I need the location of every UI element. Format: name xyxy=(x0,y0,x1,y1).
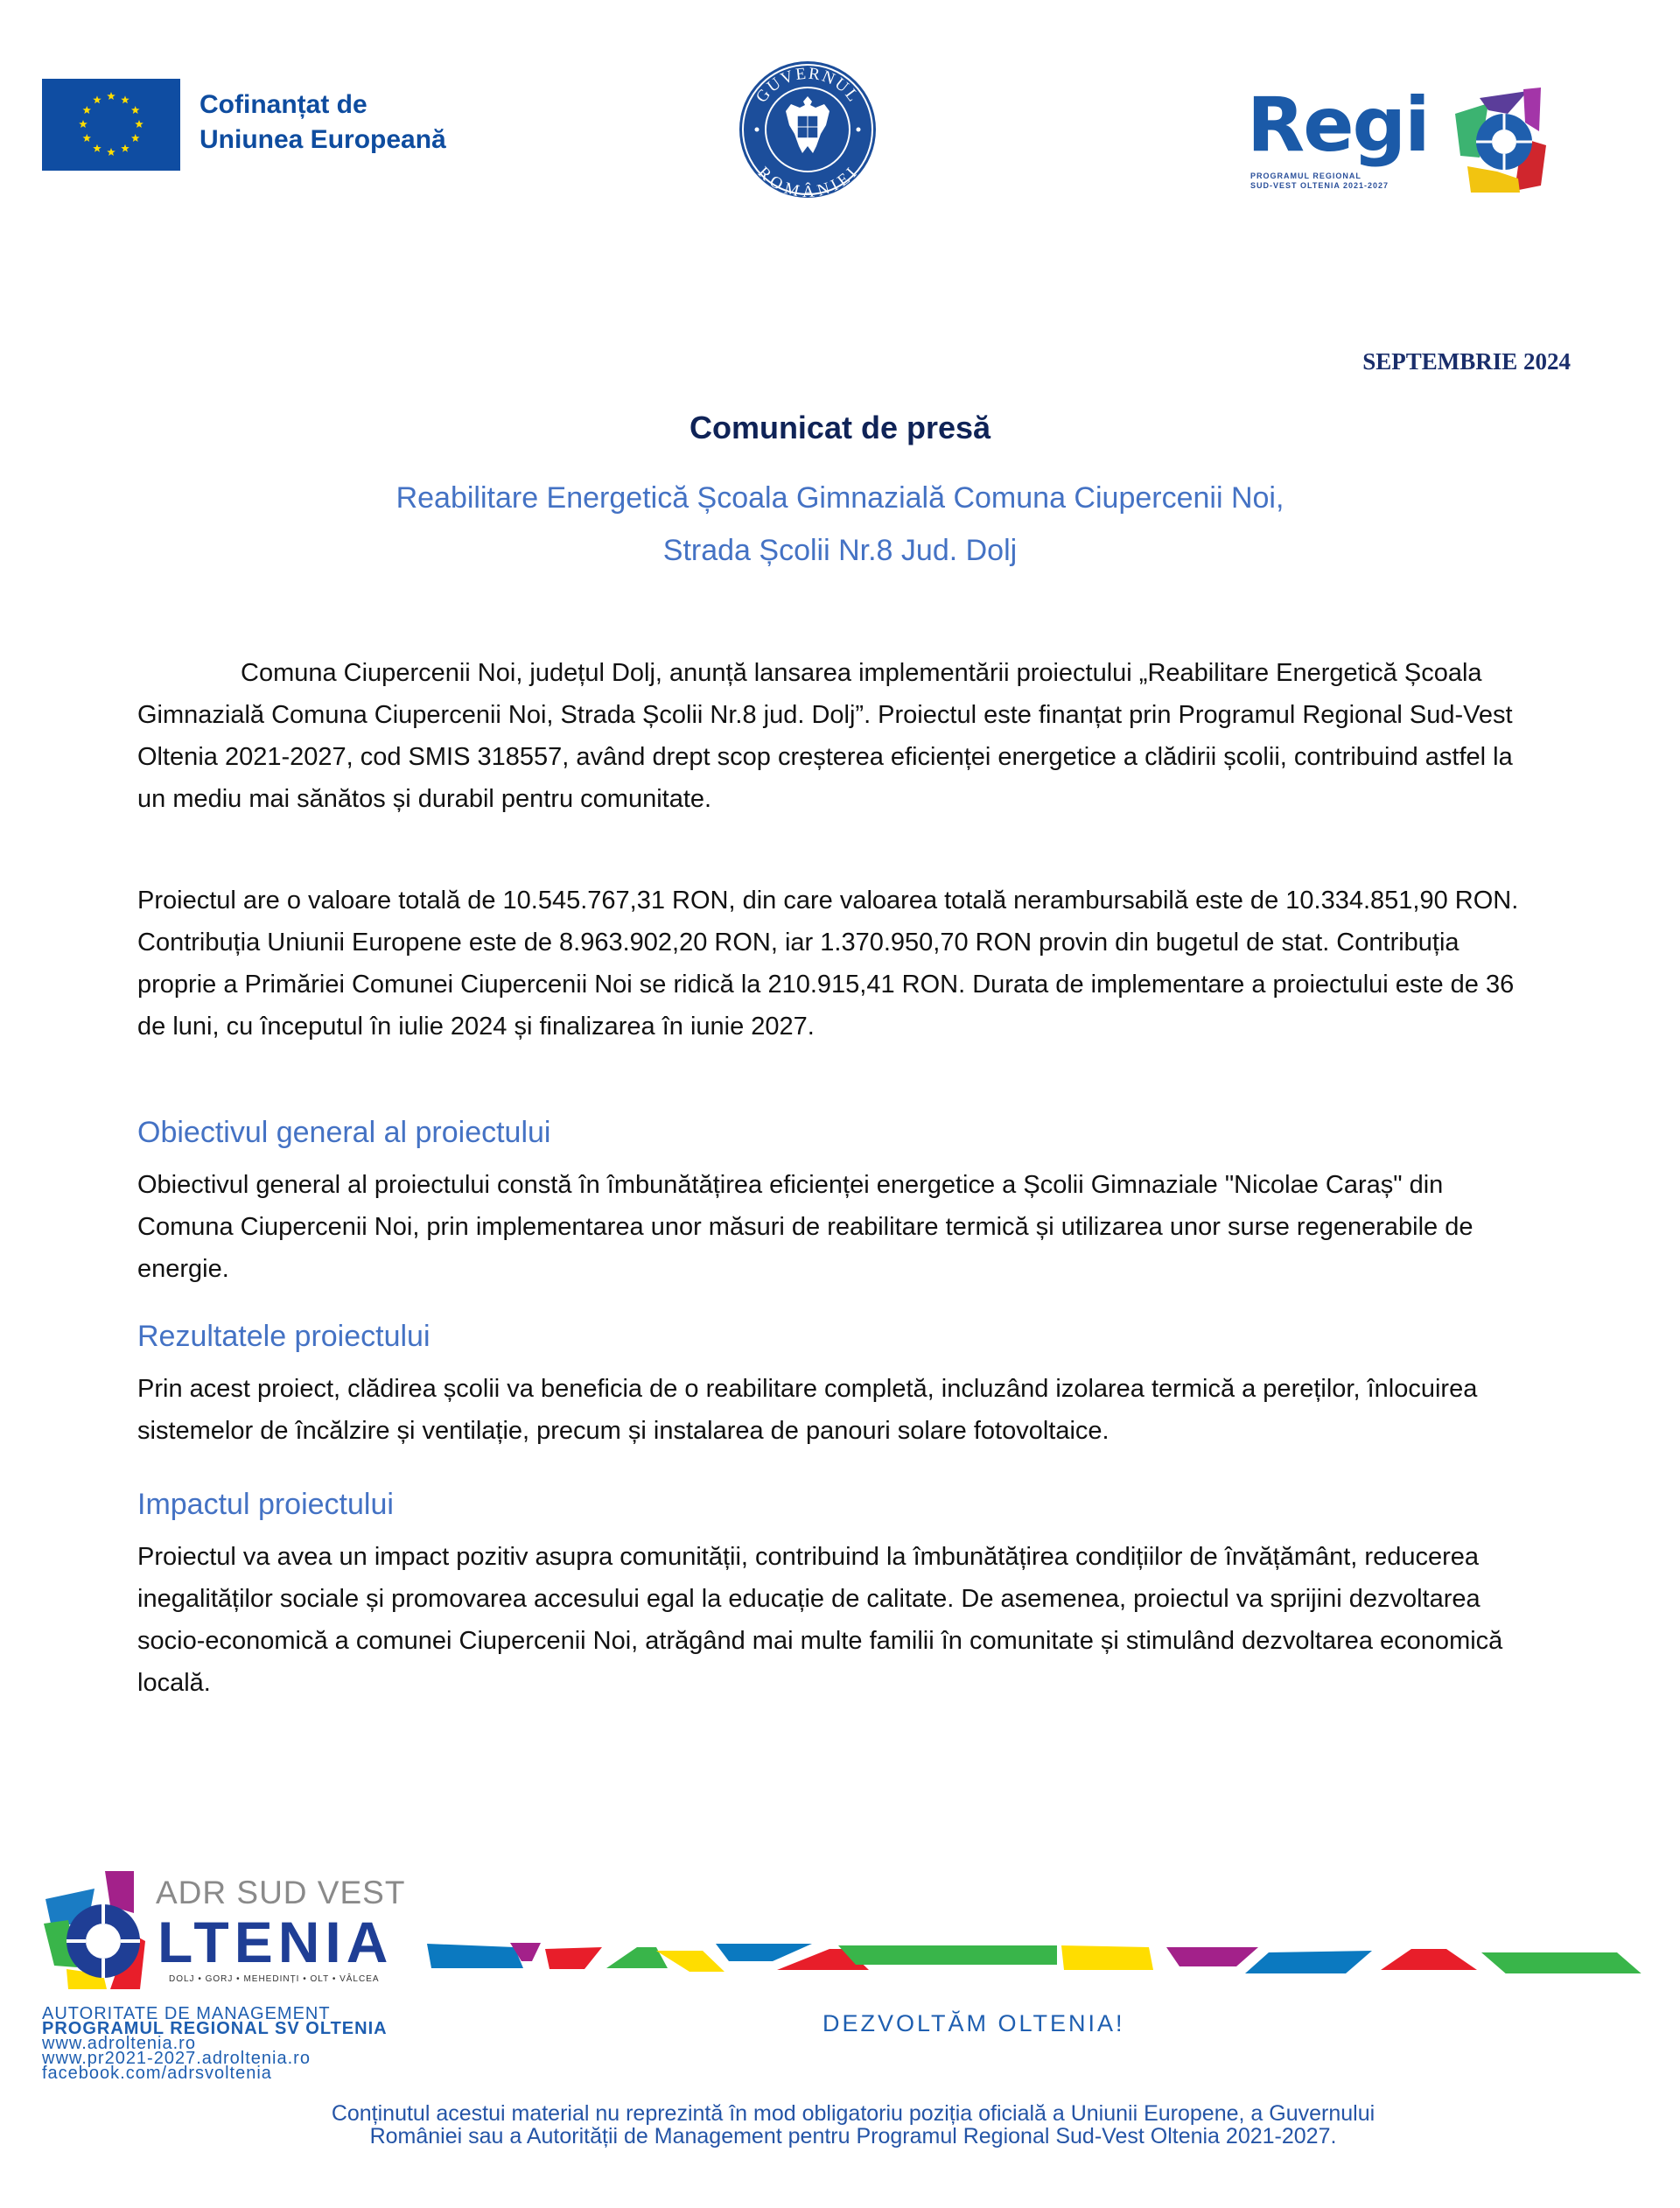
regio-o-mark-icon xyxy=(1445,88,1550,193)
management-authority-block xyxy=(42,2004,388,2083)
stripe-segment xyxy=(1166,1947,1258,1966)
color-stripe-decoration xyxy=(427,1938,1643,1973)
stripe-segment xyxy=(716,1944,812,1961)
management-authority-label: AUTORITATE DE MANAGEMENT xyxy=(42,2004,331,2023)
stripe-segment xyxy=(1381,1949,1477,1970)
stripe-segment xyxy=(656,1951,724,1972)
section-text-results: Prin acest proiect, clădirea școlii va beneficia de o reabilitare completă, incluzând izolarea termică a pereților, înlocuirea sistemelor de încălzire și ventilație, precum și instalarea de panouri solare fotovoltaice. xyxy=(137,1375,1478,1445)
regio-sub-line1: PROGRAMUL REGIONAL xyxy=(1250,172,1362,180)
oltenia-mark-icon xyxy=(42,1871,156,1989)
section-text-objective: Obiectivul general al proiectului constă în îmbunătățirea eficienței energetice a Școlii Gimnaziale "Nicolae Caraș" din Comuna Ciupercenii Noi, prin implementarea unor măsuri de reabilitare termică și utilizarea unor surse regenerabile de energie. xyxy=(137,1171,1474,1283)
eu-text-line1: Cofinanțat de xyxy=(200,90,368,119)
eu-text-line2: Uniunea Europeană xyxy=(200,125,446,154)
seal-top-text: GUVERNUL xyxy=(752,64,864,107)
section-heading-results: Rezultatele proiectului xyxy=(137,1320,430,1353)
website-link-adroltenia[interactable]: www.adroltenia.ro xyxy=(42,2034,196,2053)
eu-flag-icon xyxy=(42,79,180,171)
disclaimer-line2: României sau a Autorității de Management pentru Programul Regional Sud-Vest Oltenia 2021-2027. xyxy=(369,2124,1337,2148)
section-heading-objective: Obiectivul general al proiectului xyxy=(137,1116,551,1149)
project-subtitle-line1: Reabilitare Energetică Școala Gimnazială Comuna Ciupercenii Noi, xyxy=(396,481,1284,515)
page-title: Comunicat de presă xyxy=(689,410,991,445)
section-heading-impact: Impactul proiectului xyxy=(137,1488,394,1521)
regio-logo xyxy=(1247,81,1544,193)
stripe-segment xyxy=(1481,1952,1643,1973)
disclaimer xyxy=(131,2102,1575,2148)
romanian-government-seal-icon xyxy=(738,60,878,200)
adr-oltenia-logo xyxy=(42,1871,427,1989)
regio-sub-line2: SUD-VEST OLTENIA 2021-2027 xyxy=(1250,181,1390,190)
stripe-segment xyxy=(545,1947,602,1969)
disclaimer-line1: Conținutul acestui material nu reprezintă în mod obligatoriu poziția oficială a Uniunii Europene, a Guvernului xyxy=(331,2101,1376,2126)
regio-wordmark: Regi xyxy=(1247,81,1429,169)
stripe-segment xyxy=(606,1947,668,1968)
slogan: DEZVOLTĂM OLTENIA! xyxy=(822,2010,1125,2036)
release-date: SEPTEMBRIE 2024 xyxy=(1362,348,1571,375)
oltenia-wordmark: LTENIA xyxy=(158,1910,394,1974)
facebook-link[interactable]: facebook.com/adrsvoltenia xyxy=(42,2064,272,2083)
eu-cofinancing-text xyxy=(200,88,446,158)
eu-cofinancing-logo xyxy=(42,79,497,173)
seal-bottom-text: ROMÂNIEI xyxy=(753,163,862,200)
stripe-segment xyxy=(1245,1951,1372,1973)
counties-list: DOLJ • GORJ • MEHEDINȚI • OLT • VÂLCEA xyxy=(169,1974,380,1984)
adr-sud-vest-text: ADR SUD VEST xyxy=(156,1875,406,1910)
stripe-segment xyxy=(838,1945,1057,1965)
stripe-segment xyxy=(427,1944,523,1968)
program-name: PROGRAMUL REGIONAL SV OLTENIA xyxy=(42,2019,388,2038)
stripe-segment xyxy=(1061,1945,1153,1970)
section-text-impact: Proiectul va avea un impact pozitiv asupra comunității, contribuind la îmbunătățirea condițiilor de învățământ, reducerea inegalităților sociale și promovarea accesului egal la educație de calitate. De asemenea, proiectul va sprijini dezvoltarea socio-economică a comunei Ciupercenii Noi, atrăgând mai multe familii în comunitate și stimulând dezvoltarea economică locală. xyxy=(137,1543,1503,1697)
financing-paragraph: Proiectul are o valoare totală de 10.545.767,31 RON, din care valoarea totală nerambursabilă este de 10.334.851,90 RON. Contribuția Uniunii Europene este de 8.963.902,20 RON, iar 1.370.950,70 RON provin din bugetul de stat. Contribuția proprie a Primăriei Comunei Ciupercenii Noi se ridică la 210.915,41 RON. Durata de implementare a proiectului este de 36 de luni, cu începutul în iulie 2024 și finalizarea în iunie 2027. xyxy=(137,887,1519,1041)
website-link-pr2021[interactable]: www.pr2021-2027.adroltenia.ro xyxy=(42,2049,311,2068)
regio-subtitle xyxy=(1250,172,1389,191)
project-subtitle-line2: Strada Școlii Nr.8 Jud. Dolj xyxy=(662,534,1018,567)
intro-paragraph: Comuna Ciupercenii Noi, județul Dolj, anunță lansarea implementării proiectului „Reabilitare Energetică Școala Gimnazială Comuna Ciupercenii Noi, Strada Școlii Nr.8 jud. Dolj”. Proiectul este finanțat prin Programul Regional Sud-Vest Oltenia 2021-2027, cod SMIS 318557, având drept scop creșterea eficienței energetice a clădirii școlii, contribuind astfel la un mediu mai sănătos și durabil pentru comunitate. xyxy=(137,659,1513,813)
